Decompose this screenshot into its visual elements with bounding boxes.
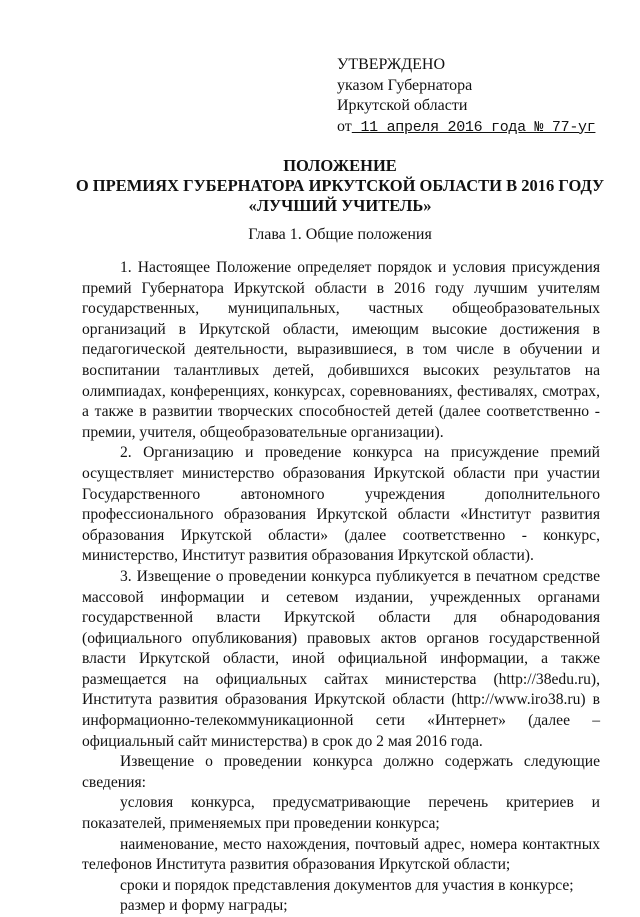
document-title [60,156,620,216]
document-body [82,258,600,917]
approval-stamp [337,55,617,138]
title-line-1: ПОЛОЖЕНИЕ [283,156,397,175]
title-line-3: «ЛУЧШИЙ УЧИТЕЛЬ» [248,196,432,215]
approval-heading: УТВЕРЖДЕНО [337,56,446,73]
paragraph-3: 3. Извещение о проведении конкурса публикуется в печатном средстве массовой информации и сетевом издании, учрежденных органами государственной власти Иркутской области для обнародования (официального опубликования) правовых актов органов государственной власти Иркутской области, иной официальной информации, а также размещается на официальных сайтах министерства (http://38edu.ru), Института развития образования Иркутской области (http://www.iro38.ru) в информационно-телекоммуникационной сети «Интернет» (далее – официальный сайт министерства) в срок до 2 мая 2016 года. [82,567,600,750]
paragraph-4: Извещение о проведении конкурса должно содержать следующие сведения: [82,753,600,791]
paragraph-1: 1. Настоящее Положение определяет порядок и условия присуждения премий Губернатора Иркутской области в 2016 году лучшим учителям государственных, муниципальных, частных общеобразовательных организаций в Иркутской области, имеющим высокие достижения в педагогической деятельности, выразившиеся, в том числе в обучении и воспитании талантливых детей, добившихся высоких результатов на олимпиадах, конференциях, конкурсах, соревнованиях, фестивалях, смотрах, а также в развитии творческих способностей детей (далее соответственно - премии, учителя, общеобразовательные организации). [82,259,600,441]
list-item-deadlines: сроки и порядок представления документов для участия в конкурсе; [120,876,574,894]
approval-date-prefix: от [337,117,352,135]
list-item-conditions: условия конкурса, предусматривающие перечень критериев и показателей, применяемых при проведении конкурса; [82,794,600,833]
approval-date-line [337,117,617,139]
chapter-heading: Глава 1. Общие положения [248,226,432,243]
approval-region-line: Иркутской области [337,97,468,114]
approval-decree-line: указом Губернатора [337,76,473,94]
approval-date-value: 11 апреля 2016 года № 77-уг [351,118,596,136]
paragraph-2: 2. Организацию и проведение конкурса на присуждение премий осуществляет министерство образования Иркутской области при участии Государственного автономного учреждения дополнительного профессионального образования Иркутской области «Институт развития образования Иркутской области» (далее соответственно - конкурс, министерство, Институт развития образования Иркутской области). [82,444,600,565]
list-item-institute-info: наименование, место нахождения, почтовый адрес, номера контактных телефонов Института развития образования Иркутской области; [82,835,600,874]
list-item-award-size: размер и форму награды; [120,897,288,915]
title-line-2: О ПРЕМИЯХ ГУБЕРНАТОРА ИРКУТСКОЙ ОБЛАСТИ В 2016 ГОДУ [75,176,605,195]
